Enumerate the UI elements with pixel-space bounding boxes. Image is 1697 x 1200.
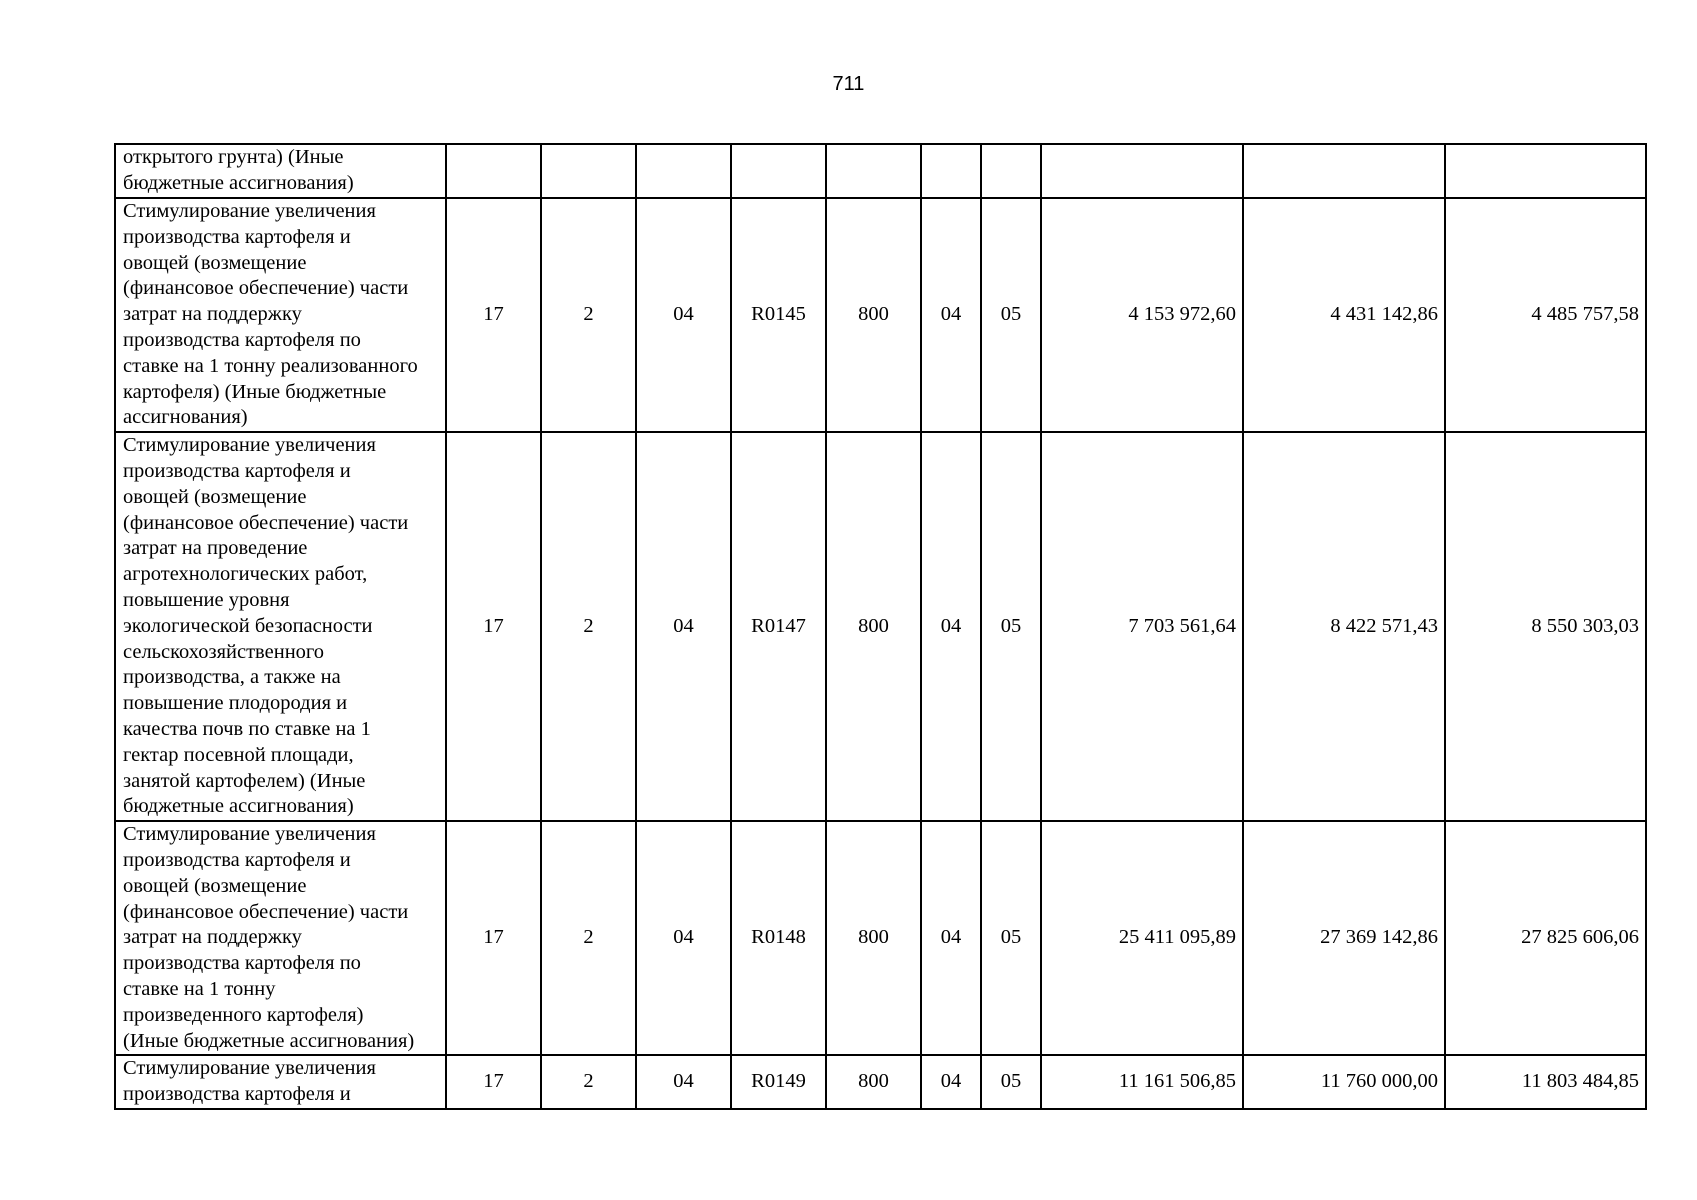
description-line: (финансовое обеспечение) части [123, 277, 409, 300]
amount-2-cell: 4 431 142,86 [1243, 198, 1445, 432]
code-3-cell: 04 [636, 198, 731, 432]
code-2-cell: 2 [541, 198, 636, 432]
subsection-cell: 05 [981, 198, 1041, 432]
description-line: произведенного картофеля) [123, 1003, 364, 1026]
description-line: Стимулирование увеличения [123, 823, 376, 846]
description-line: ассигнования) [123, 406, 248, 429]
target-article-cell: R0148 [731, 821, 826, 1055]
description-line: повышение плодородия и [123, 692, 348, 715]
description-line: (финансовое обеспечение) части [123, 511, 409, 534]
description-line: бюджетные ассигнования) [123, 795, 354, 818]
code-2-cell [541, 144, 636, 198]
description-cell [115, 821, 446, 1055]
expense-type-cell: 800 [826, 432, 921, 821]
description-line: бюджетные ассигнования) [123, 171, 354, 194]
description-line: производства картофеля и [123, 1083, 351, 1106]
target-article-cell [731, 144, 826, 198]
amount-3-cell: 4 485 757,58 [1445, 198, 1646, 432]
description-cell [115, 198, 446, 432]
description-line: (финансовое обеспечение) части [123, 900, 409, 923]
budget-table [114, 143, 1647, 1110]
description-line: экологической безопасности [123, 614, 373, 637]
description-line: овощей (возмещение [123, 874, 307, 897]
table-row [115, 432, 1646, 821]
table-row [115, 144, 1646, 198]
description-line: овощей (возмещение [123, 251, 307, 274]
description-line: Стимулирование увеличения [123, 1057, 376, 1080]
code-3-cell: 04 [636, 821, 731, 1055]
description-line: затрат на поддержку [123, 303, 302, 326]
description-line: производства картофеля и [123, 225, 351, 248]
amount-1-cell: 25 411 095,89 [1041, 821, 1243, 1055]
amount-3-cell: 8 550 303,03 [1445, 432, 1646, 821]
amount-1-cell: 7 703 561,64 [1041, 432, 1243, 821]
code-3-cell: 04 [636, 1055, 731, 1109]
description-line: производства, а также на [123, 666, 341, 689]
description-line: Стимулирование увеличения [123, 200, 376, 222]
code-2-cell: 2 [541, 1055, 636, 1109]
description-cell [115, 144, 446, 198]
code-3-cell [636, 144, 731, 198]
description-cell [115, 1055, 446, 1109]
section-cell [921, 144, 981, 198]
description-line: качества почв по ставке на 1 [123, 717, 371, 740]
code-1-cell [446, 144, 541, 198]
description-line: гектар посевной площади, [123, 743, 354, 766]
table-body [115, 144, 1646, 1109]
code-2-cell: 2 [541, 821, 636, 1055]
amount-1-cell: 4 153 972,60 [1041, 198, 1243, 432]
expense-type-cell: 800 [826, 198, 921, 432]
description-line: овощей (возмещение [123, 485, 307, 508]
code-1-cell: 17 [446, 821, 541, 1055]
code-1-cell: 17 [446, 198, 541, 432]
subsection-cell: 05 [981, 821, 1041, 1055]
code-1-cell: 17 [446, 432, 541, 821]
subsection-cell: 05 [981, 1055, 1041, 1109]
amount-3-cell: 27 825 606,06 [1445, 821, 1646, 1055]
description-line: открытого грунта) (Иные [123, 146, 344, 168]
description-cell [115, 432, 446, 821]
subsection-cell [981, 144, 1041, 198]
description-line: повышение уровня [123, 588, 290, 611]
expense-type-cell [826, 144, 921, 198]
target-article-cell: R0147 [731, 432, 826, 821]
code-1-cell: 17 [446, 1055, 541, 1109]
description-line: затрат на поддержку [123, 926, 302, 949]
table-row [115, 821, 1646, 1055]
description-line: сельскохозяйственного [123, 640, 325, 663]
description-line: производства картофеля и [123, 459, 351, 482]
description-line: ставке на 1 тонну реализованного [123, 354, 418, 377]
amount-2-cell [1243, 144, 1445, 198]
amount-3-cell: 11 803 484,85 [1445, 1055, 1646, 1109]
description-line: агротехнологических работ, [123, 563, 368, 586]
amount-3-cell [1445, 144, 1646, 198]
amount-2-cell: 11 760 000,00 [1243, 1055, 1445, 1109]
description-line: картофеля) (Иные бюджетные [123, 380, 387, 403]
expense-type-cell: 800 [826, 821, 921, 1055]
description-line: производства картофеля по [123, 328, 361, 351]
target-article-cell: R0145 [731, 198, 826, 432]
code-3-cell: 04 [636, 432, 731, 821]
description-line: ставке на 1 тонну [123, 977, 276, 1000]
amount-2-cell: 27 369 142,86 [1243, 821, 1445, 1055]
description-line: производства картофеля и [123, 848, 351, 871]
description-line: Стимулирование увеличения [123, 434, 376, 457]
section-cell: 04 [921, 198, 981, 432]
section-cell: 04 [921, 1055, 981, 1109]
table-row [115, 198, 1646, 432]
code-2-cell: 2 [541, 432, 636, 821]
amount-2-cell: 8 422 571,43 [1243, 432, 1445, 821]
section-cell: 04 [921, 821, 981, 1055]
amount-1-cell [1041, 144, 1243, 198]
description-line: занятой картофелем) (Иные [123, 769, 366, 792]
description-line: производства картофеля по [123, 952, 361, 975]
target-article-cell: R0149 [731, 1055, 826, 1109]
amount-1-cell: 11 161 506,85 [1041, 1055, 1243, 1109]
expense-type-cell: 800 [826, 1055, 921, 1109]
subsection-cell: 05 [981, 432, 1041, 821]
description-line: (Иные бюджетные ассигнования) [123, 1029, 415, 1052]
description-line: затрат на проведение [123, 537, 308, 560]
page-number: 711 [832, 73, 865, 95]
table-row [115, 1055, 1646, 1109]
section-cell: 04 [921, 432, 981, 821]
